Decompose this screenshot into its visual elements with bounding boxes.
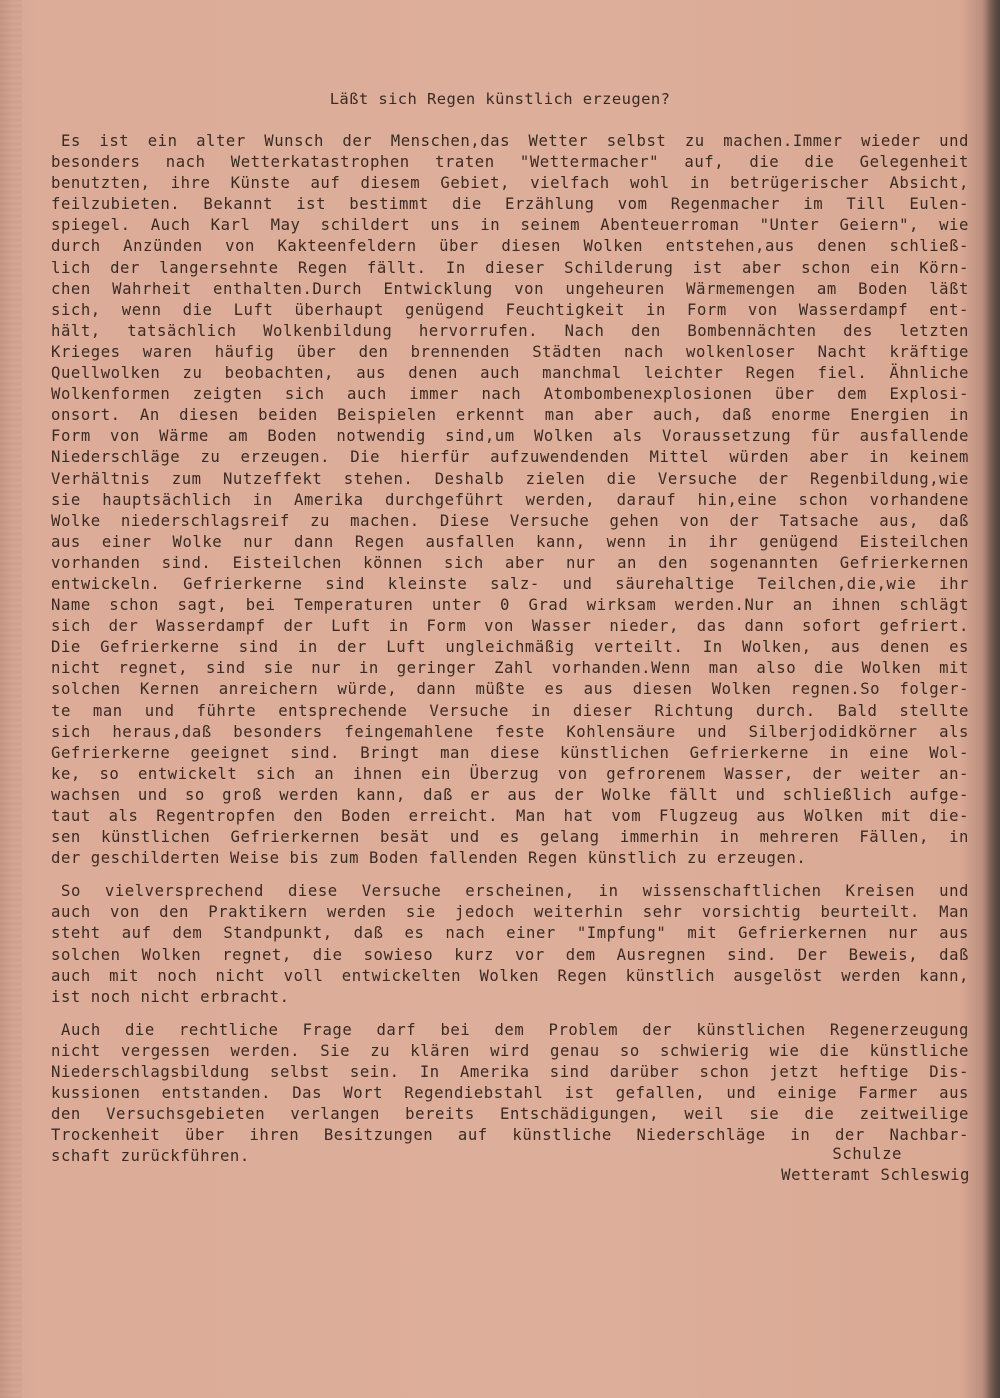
text-line: solchen Kernen anreichern würde, dann müßte es aus diesen Wolken regnen.So folger-: [51, 680, 969, 699]
text-line: te man und führte entsprechende Versuche in dieser Richtung durch. Bald stellte: [51, 701, 969, 720]
text-line: taut als Regentropfen den Boden erreicht. Man hat vom Flugzeug aus Wolken mit die-: [51, 807, 969, 825]
text-line: Name schon sagt, bei Temperaturen unter 0 Grad wirksam werden.Nur an ihnen schlägt: [51, 596, 969, 615]
text-line: ke, so entwickelt sich an ihnen ein Überzug von gefrorenem Wasser, der weiter an-: [51, 764, 969, 783]
text-line: besonders nach Wetterkatastrophen traten "Wettermacher" auf, die die Gelegenheit: [51, 153, 969, 172]
text-line: benutzten, ihre Künste auf diesem Gebiet, vielfach wohl in betrügerischer Absicht,: [51, 174, 969, 193]
text-line: nicht regnet, sind sie nur in geringer Zahl vorhanden.Wenn man also die Wolken mit: [51, 659, 969, 678]
text-line: spiegel. Auch Karl May schildert uns in seinem Abenteuerroman "Unter Geiern", wie: [51, 216, 969, 235]
text-line: Verhältnis zum Nutzeffekt stehen. Deshalb zielen die Versuche der Regenbildung,wie: [51, 469, 969, 488]
text-line: nicht vergessen werden. Sie zu klären wird genau so schwierig wie die künstliche: [51, 1041, 969, 1060]
text-line: hält, tatsächlich Wolkenbildung hervorrufen. Nach den Bombennächten des letzten: [51, 321, 969, 340]
text-line: Krieges waren häufig über den brennenden Städten nach wolkenloser Nacht kräftige: [51, 342, 969, 361]
document-body: [51, 131, 971, 1180]
text-line: auch mit noch nicht voll entwickelten Wolken Regen künstlich ausgelöst werden kann,: [51, 966, 969, 985]
signature-name: Schulze: [832, 1145, 902, 1163]
text-line: aus einer Wolke nur dann Regen ausfallen kann, wenn in ihr genügend Eisteilchen: [51, 532, 969, 551]
text-line: So vielversprechend diese Versuche erscheinen, in wissenschaftlichen Kreisen und: [61, 882, 969, 901]
text-line: Auch die rechtliche Frage darf bei dem Problem der künstlichen Regenerzeugung: [61, 1020, 969, 1039]
text-line: chen Wahrheit enthalten.Durch Entwicklung von ungeheuren Wärmemengen am Boden läßt: [51, 279, 969, 298]
signature-block: [0, 1144, 970, 1186]
text-line: auch von den Praktikern werden sie jedoch weiterhin sehr vorsichtig beurteilt. Man: [51, 903, 969, 922]
paper-right-edge: [982, 0, 1000, 1398]
text-line: Wolkenformen zeigten sich auch immer nach Atombombenexplosionen über dem Explosi-: [51, 385, 969, 404]
text-line: Die Gefrierkerne sind in der Luft ungleichmäßig verteilt. In Wolken, aus denen es: [51, 638, 969, 657]
text-line: Form von Wärme am Boden notwendig sind,um Wolken als Voraussetzung für ausfallende: [51, 427, 969, 446]
text-line: den Versuchsgebieten verlangen bereits Entschädigungen, weil sie die zeitweilige: [51, 1105, 969, 1124]
text-line: Gefrierkerne geeignet sind. Bringt man diese künstlichen Gefrierkerne in eine Wol-: [51, 743, 969, 762]
text-line: kussionen entstanden. Das Wort Regendiebstahl ist gefallen, und einige Farmer aus: [51, 1084, 969, 1103]
text-line: sie hauptsächlich in Amerika durchgeführt werden, darauf hin,eine schon vorhandene: [51, 490, 969, 509]
paper-left-edge: [0, 0, 22, 1398]
paragraph: [51, 881, 971, 1008]
text-line: sich heraus,daß besonders feingemahlene feste Kohlensäure und Silberjodidkörner als: [51, 722, 969, 741]
text-line: Quellwolken zu beobachten, aus denen auch manchmal leichter Regen fiel. Ähnliche: [51, 364, 969, 383]
text-line: Niederschläge zu erzeugen. Die hierfür aufzuwendenden Mittel würden aber in keinem: [51, 448, 969, 467]
text-line: Wolke niederschlagsreif zu machen. Diese Versuche gehen von der Tatsache aus, daß: [51, 511, 969, 530]
text-line: vorhanden sind. Eisteilchen können sich aber nur an den sogenannten Gefrierkernen: [51, 553, 969, 572]
text-line: feilzubieten. Bekannt ist bestimmt die Erzählung vom Regenmacher im Till Eulen-: [51, 195, 969, 214]
text-line: ist noch nicht erbracht.: [51, 987, 290, 1006]
text-line: sich, wenn die Luft überhaupt genügend Feuchtigkeit in Form von Wasserdampf ent-: [51, 300, 969, 319]
text-line: der geschilderten Weise bis zum Boden fallenden Regen künstlich zu erzeugen.: [51, 849, 807, 868]
text-line: Trockenheit über ihren Besitzungen auf künstliche Niederschläge in der Nachbar-: [51, 1126, 969, 1145]
text-line: sich der Wasserdampf der Luft in Form von Wasser nieder, das dann sofort gefriert.: [51, 617, 969, 636]
text-line: lich der langersehnte Regen fällt. In dieser Schilderung ist aber schon ein Körn-: [51, 258, 969, 277]
text-line: entwickeln. Gefrierkerne sind kleinste salz- und säurehaltige Teilchen,die,wie ihr: [51, 574, 969, 593]
text-line: Niederschlagsbildung selbst sein. In Amerika sind darüber schon jetzt heftige Dis-: [51, 1063, 969, 1082]
text-line: steht auf dem Standpunkt, daß es nach einer "Impfung" mit Gefrierkernen nur aus: [51, 924, 969, 943]
text-line: durch Anzünden von Kakteenfeldern über diesen Wolken entstehen,aus denen schließ-: [51, 237, 969, 256]
document-title: Läßt sich Regen künstlich erzeugen?: [329, 90, 671, 108]
signature-office: Wetteramt Schleswig: [781, 1166, 970, 1184]
text-line: schaft zurückführen.: [51, 1147, 250, 1166]
text-line: onsort. An diesen beiden Beispielen erkennt man aber auch, daß enorme Energien in: [51, 406, 969, 425]
paragraph: [51, 131, 971, 869]
text-line: wachsen und so groß werden kann, daß er aus der Wolke fällt und schließlich aufge-: [51, 785, 969, 804]
text-line: Es ist ein alter Wunsch der Menschen,das Wetter selbst zu machen.Immer wieder und: [61, 132, 969, 150]
text-line: sen künstlichen Gefrierkernen besät und es gelang immerhin in mehreren Fällen, in: [51, 828, 969, 847]
text-line: solchen Wolken regnet, die sowieso kurz vor dem Ausregnen sind. Der Beweis, daß: [51, 945, 969, 964]
